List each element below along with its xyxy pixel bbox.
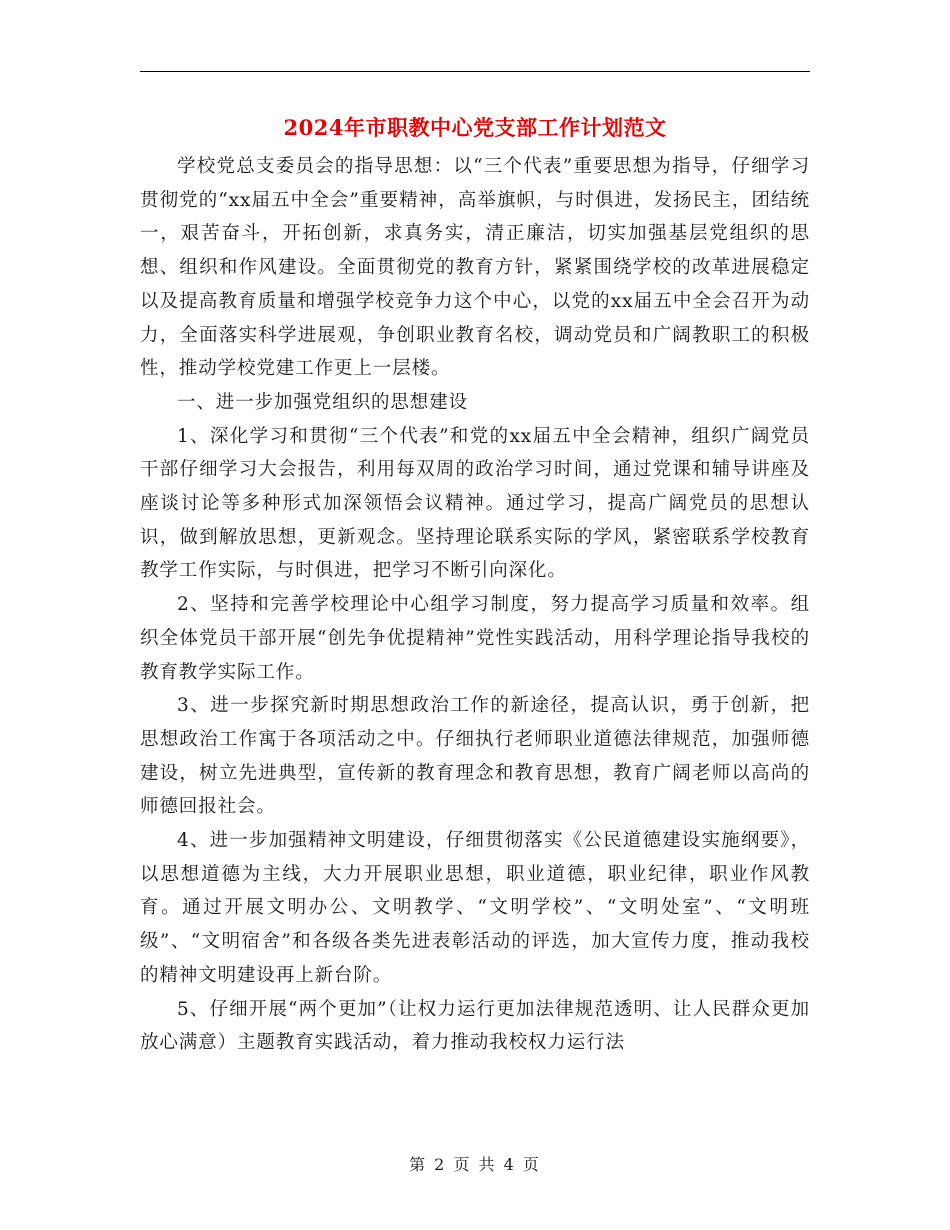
header-rule [140, 71, 810, 72]
paragraph-item-3: 3、进一步探究新时期思想政治工作的新途径，提高认识，勇于创新，把思想政治工作寓于各项活动之中。仔细执行老师职业道德法律规范，加强师德建设，树立先进典型，宣传新的教育理念和教育思想，教育广阔老师以高尚的师德回报社会。 [140, 695, 810, 818]
paragraph-item-1: 1、深化学习和贯彻“三个代表”和党的xx届五中全会精神，组织广阔党员干部仔细学习大会报告，利用每双周的政治学习时间，通过党课和辅导讲座及座谈讨论等多种形式加深领悟会议精神。通过学习，提高广阔党员的思想认识，做到解放思想，更新观念。坚持理论联系实际的学风，紧密联系学校教育教学工作实际，与时俱进，把学习不断引向深化。 [140, 425, 810, 582]
document-body [140, 150, 810, 1060]
section-heading-ideology: 一、进一步加强党组织的思想建设 [177, 391, 469, 413]
paragraph-item-2: 2、坚持和完善学校理论中心组学习制度，努力提高学习质量和效率。组织全体党员干部开展“创先争优提精神”党性实践活动，用科学理论指导我校的教育教学实际工作。 [140, 594, 810, 683]
document-title: 2024年市职教中心党支部工作计划范文 [283, 115, 667, 140]
page-number: 第 2 页 共 4 页 [409, 1155, 541, 1174]
paragraph-guiding-thought: 学校党总支委员会的指导思想：以“三个代表”重要思想为指导，仔细学习贯彻党的“xx届五中全会”重要精神，高举旗帜，与时俱进，发扬民主，团结统一，艰苦奋斗，开拓创新，求真务实，清正廉洁，切实加强基层党组织的思想、组织和作风建设。全面贯彻党的教育方针，紧紧围绕学校的改革进展稳定以及提高教育质量和增强学校竞争力这个中心，以党的xx届五中全会召开为动力，全面落实科学进展观，争创职业教育名校，调动党员和广阔教职工的积极性，推动学校党建工作更上一层楼。 [140, 156, 810, 380]
paragraph-item-4: 4、进一步加强精神文明建设，仔细贯彻落实《公民道德建设实施纲要》，以思想道德为主线，大力开展职业思想，职业道德，职业纪律，职业作风教育。通过开展文明办公、文明教学、“文明学校”、“文明处室”、“文明班级”、“文明宿舍”和各级各类先进表彰活动的评选，加大宣传力度，推动我校的精神文明建设再上新台阶。 [140, 830, 810, 986]
paragraph-item-5: 5、仔细开展“两个更加”（让权力运行更加法律规范透明、让人民群众更加放心满意）主题教育实践活动，着力推动我校权力运行法 [140, 998, 810, 1054]
